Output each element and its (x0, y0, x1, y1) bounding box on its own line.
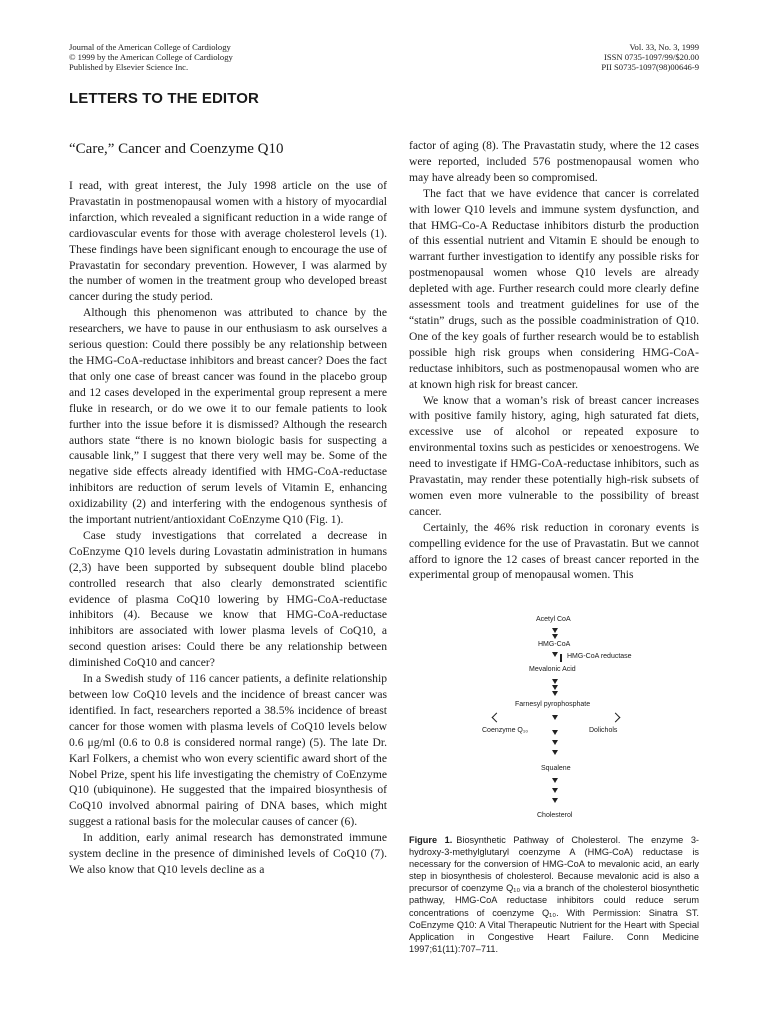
paragraph: Although this phenomenon was attributed to chance by the researchers, we have to pause in our enthusiasm to ask ourselves a serious question: Could there possibly be any relationship between the HMG-CoA-reductase inhibitors and breast cancer? Does the fact that only one case of breast cancer was found in the placebo group and 12 cases developed in the experimental group represent a mere fluke in research, or do we owe it to our female patients to look further into the issue before it is dismissed? Although the research authors state “there is no known biologic basis for suspecting a causable link,” I suggest that there very well may be. Some of the negative side effects already identified with HMG-CoA-reductase inhibitors are reduction of serum levels of Vitamin E, enhancing oxidizability (2) and interfering with the endogenous synthesis of the important nutrient/antioxidant CoEnzyme Q10 (Fig. 1). (69, 306, 387, 527)
issue-info (601, 42, 699, 72)
paragraph: In addition, early animal research has demonstrated immune system decline in the presence of diminished levels of CoQ10 (7). We also know that Q10 levels decline as a (69, 831, 387, 876)
copyright-line: © 1999 by the American College of Cardiology (69, 52, 233, 62)
node-squalene: Squalene (541, 765, 571, 772)
paragraph: I read, with great interest, the July 1998 article on the use of Pravastatin in postmenopausal women with a history of myocardial infarction, which revealed a significant reduction in a wide range of cardiovascular events for those with average cholesterol levels (1). These findings have been significant enough to encourage the use of Pravastatin for secondary prevention. However, I was alarmed by the number of women in the treatment group who developed breast cancer during the study period. (69, 179, 387, 304)
volume-line: Vol. 33, No. 3, 1999 (629, 42, 699, 52)
journal-header (69, 42, 233, 72)
publisher-line: Published by Elsevier Science Inc. (69, 62, 189, 72)
paragraph: Case study investigations that correlated a decrease in CoEnzyme Q10 levels during Lovastatin administration in humans (2,3) have been supported by subsequent double blind placebo controlled research that also clearly demonstrated scientific evidence of plasma CoQ10 lowering by HMG-CoA-reductase inhibitors (4). Because we know that HMG-CoA-reductase inhibitors are associated with lower plasma levels of CoQ10, a second question arises: Could there be any relationship between diminished CoQ10 and cancer? (69, 528, 387, 670)
paragraph: We know that a woman’s risk of breast cancer increases with positive family history, aging, high saturated fat diets, excessive use of alcohol or repeated exposure to environmental toxins such as pesticides or xenoestrogens. We need to investigate if HMG-CoA-reductase inhibitors, such as Pravastatin, may render these potentially high-risk subsets of women even more vulnerable to the possibility of breast cancer. (409, 393, 699, 518)
figure-caption (409, 834, 699, 955)
caption-label: Figure 1. (409, 835, 453, 845)
arrow-down-icon (552, 715, 558, 720)
journal-name: Journal of the American College of Cardiology (69, 42, 231, 52)
section-title: LETTERS TO THE EDITOR (69, 90, 259, 107)
arrow-down-icon (552, 691, 558, 696)
node-mevalonic-acid: Mevalonic Acid (529, 666, 576, 673)
branch-left-icon (492, 713, 502, 723)
arrow-down-icon (552, 788, 558, 793)
arrow-down-icon (552, 730, 558, 735)
arrow-down-icon (552, 685, 558, 690)
arrow-down-icon (552, 634, 558, 639)
node-cholesterol: Cholesterol (537, 812, 573, 819)
paragraph: In a Swedish study of 116 cancer patients, a definite relationship between low CoQ10 levels and the incidence of breast cancer was identified. In fact, researchers reported a 38.5% incidence of breast cancer for those women with plasma levels of CoQ10 levels below 0.6 μg/ml (0.6 to 0.8 is considered normal range) (5). The late Dr. Karl Folkers, a chemist who won every scientific award short of the Nobel Prize, spent his life investigating the chemistry of CoEnzyme Q10 (ubiquinone). He suggested that the impaired biosynthesis of CoQ10 involved abnormal pairing of DNA bases, which might suggest a rational basis for the molecular causes of cancer (6). (69, 672, 387, 829)
arrow-down-icon (552, 628, 558, 633)
article-title: “Care,” Cancer and Coenzyme Q10 (69, 141, 284, 157)
node-acetyl-coa: Acetyl CoA (536, 616, 571, 623)
arrow-down-icon (552, 652, 558, 657)
paragraph: The fact that we have evidence that cancer is correlated with lower Q10 levels and immune system dysfunction, and that HMG-Co-A Reductase inhibitors disturb the production of this essential nutrient and Vitamin E should be enough to warrant further investigation to identify any possible risks for postmenopausal women whose Q10 levels are already depleted with age. Further research could more clearly define assessment tools and treatment guidelines for use of the “statin” drugs, such as the possible coadministration of Q10. One of the key goals of further research would be to establish possible high risk groups when considering HMG-CoA-reductase inhibitors, such as postmenopausal women who are at known high risk for breast cancer. (409, 186, 699, 391)
paragraph: Certainly, the 46% risk reduction in coronary events is compelling evidence for the use of Pravastatin. But we cannot afford to ignore the 12 cases of breast cancer reported in the experimental group of menopausal women. This (409, 520, 699, 582)
arrow-down-icon (552, 740, 558, 745)
arrow-down-icon (552, 750, 558, 755)
arrow-down-icon (552, 679, 558, 684)
node-coenzyme-q10: Coenzyme Q₁₀ (482, 727, 529, 734)
node-reductase: HMG-CoA reductase (567, 653, 632, 660)
right-column (409, 138, 699, 583)
branch-right-icon (611, 713, 621, 723)
inhibition-bar-icon (560, 654, 562, 662)
node-dolichols: Dolichols (589, 727, 618, 734)
arrow-down-icon (552, 798, 558, 803)
paragraph: factor of aging (8). The Pravastatin study, where the 12 cases were reported, included 576 postmenopausal women who may have already been so compromised. (409, 139, 699, 184)
issn-line: ISSN 0735-1097/99/$20.00 (603, 52, 699, 62)
pii-line: PII S0735-1097(98)00646-9 (601, 62, 699, 72)
node-hmg-coa: HMG-CoA (538, 641, 571, 648)
node-farnesyl: Farnesyl pyrophosphate (515, 701, 591, 708)
pathway-figure (409, 612, 699, 824)
caption-text: Biosynthetic Pathway of Cholesterol. The enzyme 3-hydroxy-3-methylglutaryl coenzyme A (HMG-CoA) reductase is necessary for the conversion of HMG-CoA to mevalonic acid, an early step in biosynthesis of cholesterol. Because mevalonic acid is also a precursor of coenzyme Q₁₀ via a branch of the cholesterol biosynthetic pathway, HMG-CoA reductase inhibitors could reduce serum concentrations of coenzyme Q₁₀. With Permission: Sinatra ST. CoEnzyme Q10: A Vital Therapeutic Nutrient for the Heart with Special Application in Congestive Heart Failure. Conn Medicine 1997;61(11):707–711. (409, 835, 699, 954)
arrow-down-icon (552, 778, 558, 783)
left-column (69, 138, 387, 878)
